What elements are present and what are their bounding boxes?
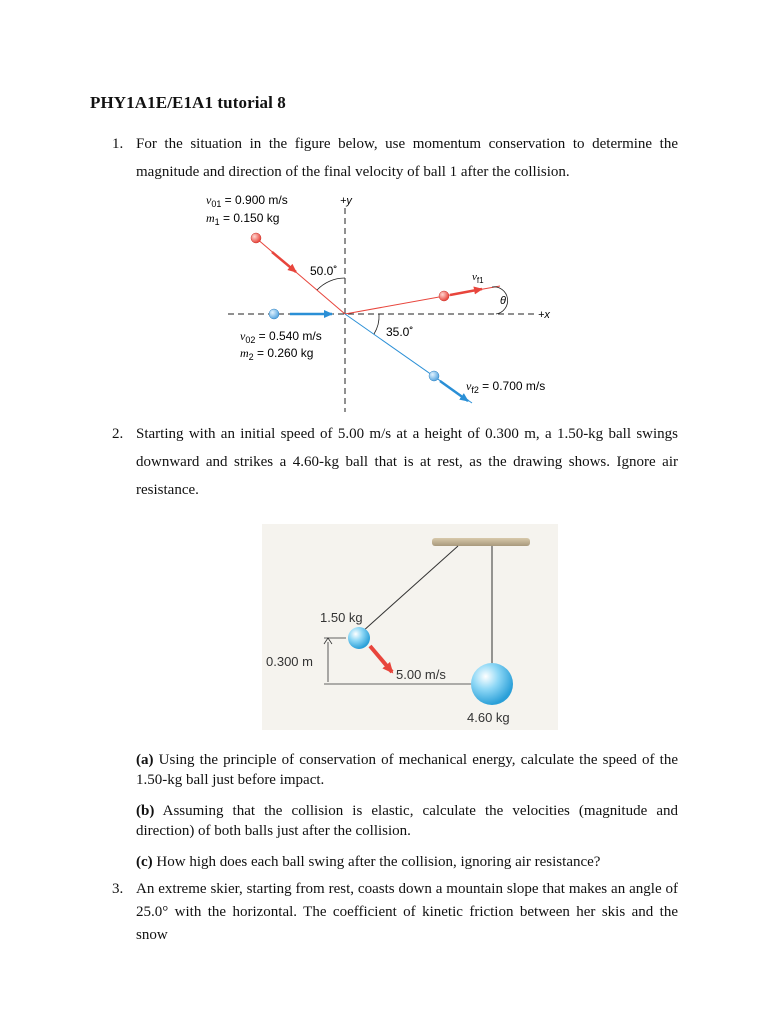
- vf1-arrow: [450, 289, 482, 295]
- question-2-part-a: (a) Using the principle of conservation of mechanical energy, calculate the speed of the 1.50-kg ball just before impact.: [136, 752, 678, 788]
- question-text: Starting with an initial speed of 5.00 m/s at a height of 0.300 m, a 1.50-kg ball swings downward and strikes a 4.60-kg ball that is at rest, as the drawing shows. Ignore air resistance.: [136, 426, 678, 498]
- vf2-arrow: [440, 381, 468, 401]
- ball1-final: [439, 291, 449, 301]
- v01-label: $v_{01} = 0.900$ m/s: [206, 193, 288, 209]
- angle-35-arc: [374, 314, 379, 334]
- ball1-initial: [251, 233, 261, 243]
- small-mass-label: 1.50 kg: [320, 610, 363, 625]
- question-2-part-c: (c) How high does each ball swing after the collision, ignoring air resistance?: [136, 854, 601, 870]
- plus-y-label: +y: [340, 195, 352, 207]
- collision-diagram: [200, 190, 570, 415]
- angle-50-label: 50.0˚: [310, 264, 338, 278]
- question-number: 3.: [112, 881, 124, 897]
- question-number: 1.: [112, 136, 124, 152]
- speed-label: 5.00 m/s: [396, 667, 446, 682]
- question-2-part-b: (b) Assuming that the collision is elastic, calculate the velocities (magnitude and direction) of both balls just after the collision.: [136, 803, 678, 839]
- question-number: 2.: [112, 426, 124, 442]
- theta-label: θ: [500, 295, 506, 307]
- height-label: 0.300 m: [266, 654, 313, 669]
- question-text: For the situation in the figure below, use momentum conservation to determine the magnitude and direction of the final velocity of ball 1 after the collision.: [136, 136, 678, 180]
- vf2-label: $v_{f2} = 0.700$ m/s: [466, 379, 546, 395]
- ball2-initial: [269, 309, 279, 319]
- large-ball: [471, 663, 513, 705]
- v02-label: $v_{02} = 0.540$ m/s: [240, 329, 322, 345]
- pendulum-diagram: [262, 524, 558, 730]
- m1-label: $m_1 = 0.150$ kg: [206, 211, 280, 227]
- angle-50-arc: [317, 278, 345, 290]
- ceiling-support: [432, 538, 530, 546]
- figure-background: [262, 524, 558, 730]
- ball2-final: [429, 371, 439, 381]
- page-title: PHY1A1E/E1A1 tutorial 8: [90, 93, 286, 112]
- m2-label: $m_2 = 0.260$ kg: [240, 346, 314, 362]
- angle-35-label: 35.0˚: [386, 325, 414, 339]
- large-mass-label: 4.60 kg: [467, 710, 510, 725]
- small-ball: [348, 627, 370, 649]
- v01-arrow: [272, 252, 296, 272]
- vf1-label: $v_{f1}$: [472, 271, 484, 285]
- question-text: An extreme skier, starting from rest, coasts down a mountain slope that makes an angle of 25.0° with the horizontal. The coefficient of kinetic friction between her skis and the snow: [136, 881, 678, 943]
- plus-x-label: +x: [538, 309, 550, 321]
